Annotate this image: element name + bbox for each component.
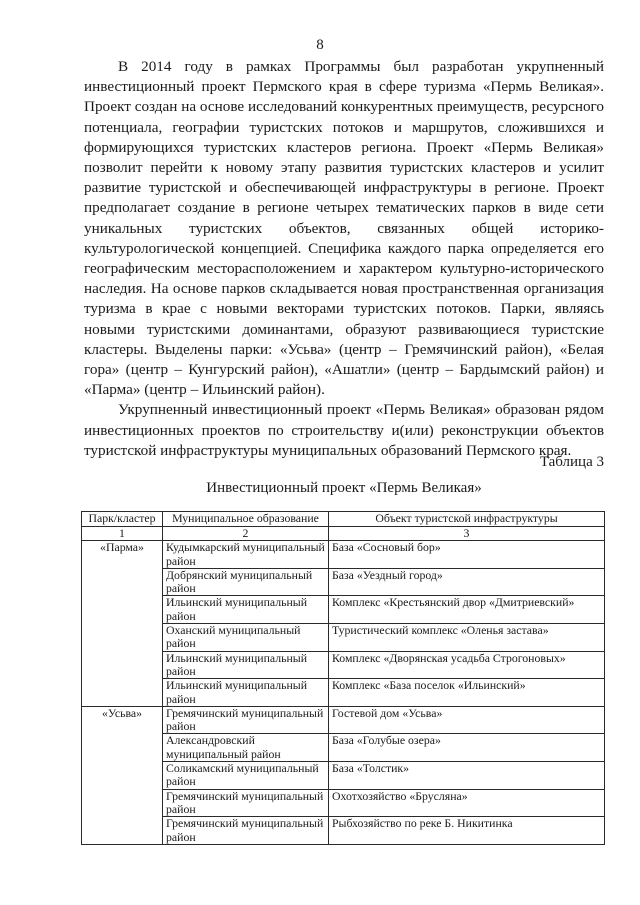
header-park: Парк/кластер (82, 512, 163, 527)
municipality-cell: Гремячинский муниципальный район (163, 706, 329, 734)
municipality-cell: Ильинский муниципальный район (163, 596, 329, 624)
object-cell: База «Уездный город» (329, 568, 605, 596)
object-cell: Комплекс «База поселок «Ильинский» (329, 679, 605, 707)
municipality-cell: Кудымкарский муниципальный район (163, 541, 329, 569)
header-municipality: Муниципальное образование (163, 512, 329, 527)
municipality-cell: Александровский муниципальный район (163, 734, 329, 762)
object-cell: База «Сосновый бор» (329, 541, 605, 569)
municipality-cell: Гремячинский муниципальный район (163, 789, 329, 817)
municipality-cell: Гремячинский муниципальный район (163, 817, 329, 845)
table-row (82, 541, 605, 569)
municipality-cell: Соликамский муниципальный район (163, 762, 329, 790)
object-cell: Комплекс «Крестьянский двор «Дмитриевский» (329, 596, 605, 624)
object-cell: Комплекс «Дворянская усадьба Строгоновых» (329, 651, 605, 679)
object-cell: Гостевой дом «Усьва» (329, 706, 605, 734)
object-cell: Охотхозяйство «Брусляна» (329, 789, 605, 817)
table-row (82, 706, 605, 734)
header-object: Объект туристской инфраструктуры (329, 512, 605, 527)
municipality-cell: Оханский муниципальный район (163, 624, 329, 652)
municipality-cell: Ильинский муниципальный район (163, 651, 329, 679)
object-cell: Рыбхозяйство по реке Б. Никитинка (329, 817, 605, 845)
paragraph-1: В 2014 году в рамках Программы был разработан укрупненный инвестиционный проект Пермского края в сфере туризма «Пермь Великая». Проект создан на основе исследований конкурентных преимуществ, ресурсного потенциала, географии туристских потоков и маршрутов, сложившихся и формирующихся туристских кластеров региона. Проект «Пермь Великая» позволит перейти к новому этапу развития туристских кластеров и усилит развитие туристской и обеспечивающей инфраструктуры в регионе. Проект предполагает создание в регионе четырех тематических парков в виде сети уникальных туристских объектов, связанных общей историко-культурологической концепцией. Специфика каждого парка определяется его географическим месторасположением и характером культурно-исторического наследия. На основе парков складывается новая пространственная организация туризма в крае с новыми векторами туристских потоков. Парки, являясь новыми туристскими доминантами, образуют развивающиеся туристские кластеры. Выделены парки: «Усьва» (центр – Гремячинский район), «Белая гора» (центр – Кунгурский район), «Ашатли» (центр – Бардымский район) и «Парма» (центр – Ильинский район). (84, 58, 604, 399)
object-cell: База «Голубые озера» (329, 734, 605, 762)
column-number: 3 (329, 527, 605, 541)
column-number: 2 (163, 527, 329, 541)
body-text (84, 57, 604, 461)
infrastructure-table (81, 511, 605, 845)
park-cell: «Парма» (82, 541, 163, 707)
table-number: Таблица 3 (539, 454, 604, 470)
column-number: 1 (82, 527, 163, 541)
object-cell: База «Толстик» (329, 762, 605, 790)
park-cell: «Усьва» (82, 706, 163, 844)
object-cell: Туристический комплекс «Оленья застава» (329, 624, 605, 652)
municipality-cell: Добрянский муниципальный район (163, 568, 329, 596)
table-caption: Инвестиционный проект «Пермь Великая» (206, 480, 482, 496)
municipality-cell: Ильинский муниципальный район (163, 679, 329, 707)
paragraph-2: Укрупненный инвестиционный проект «Пермь Великая» образован рядом инвестиционных проектов по строительству и(или) реконструкции объектов туристской инфраструктуры муниципальных образований Пермского края. (84, 401, 604, 459)
page-number: 8 (316, 37, 324, 53)
